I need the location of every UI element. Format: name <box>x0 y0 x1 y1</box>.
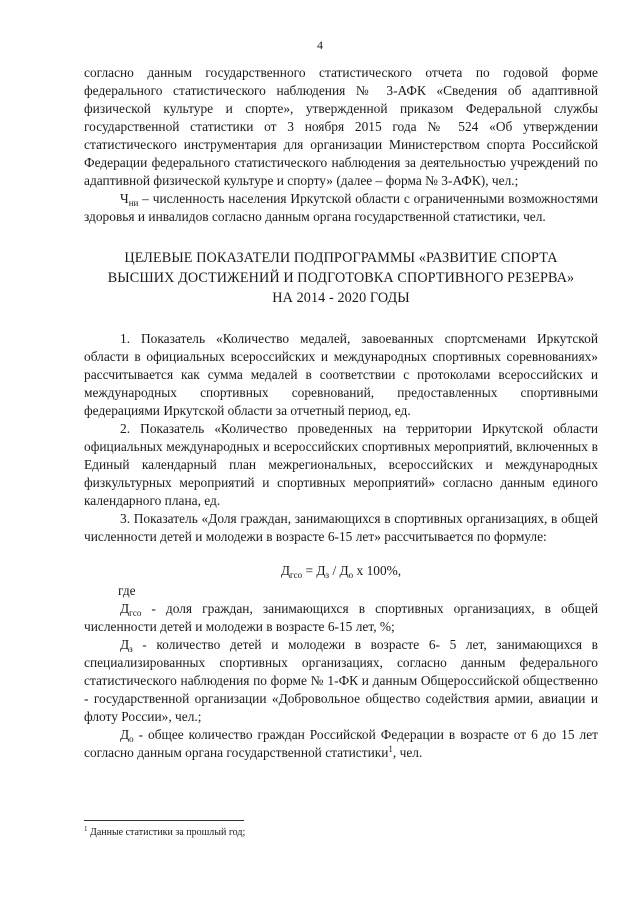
footnote-reference[interactable]: 1 <box>388 744 393 754</box>
heading-line-2: ВЫСШИХ ДОСТИЖЕНИЙ И ПОДГОТОВКА СПОРТИВНОГО РЕЗЕРВА» <box>107 270 575 286</box>
definition-dgso: $Д_{гсо}$ - доля граждан, занимающихся в спортивных организациях, в общей численности детей и молодежи в возрасте 6-15 лет, %; <box>84 601 598 634</box>
footnote-divider <box>84 820 244 821</box>
page-content <box>84 64 598 762</box>
footnote-text: Данные статистики за прошлый год; <box>87 827 246 838</box>
heading-line-3: НА 2014 - 2020 ГОДЫ <box>272 290 410 306</box>
footnote-mark: 1 <box>84 825 88 833</box>
indicator-item-2: 2. Показатель «Количество проведенных на территории Иркутской области официальных международных и всероссийских спортивных мероприятий, включенных в Единый календарный план межрегиональных, всероссийских и международных физкультурных мероприятий и спортивных мероприятий» согласно данным единого календарного плана, ед. <box>84 421 598 508</box>
symbol-ch-subscript: ни <box>128 198 139 208</box>
section-heading <box>84 248 598 308</box>
formula: $Д_{гсо} = Д_з / Д_о$ х 100%, <box>280 563 402 580</box>
definition-do: $Д_о$ - общее количество граждан Российской Федерации в возрасте от 6 до 15 лет согласно данным органа государственной статистики$^1$, чел. <box>84 727 598 760</box>
indicator-item-3: 3. Показатель «Доля граждан, занимающихся в спортивных организациях, в общей численности детей и молодежи в возрасте 6-15 лет» рассчитывается по формуле: <box>84 511 598 544</box>
where-label: где <box>118 583 136 598</box>
intro-paragraph-1: согласно данным государственного статистического отчета по годовой форме федерального статистического наблюдения № 3-АФК «Сведения об адаптивной физической культуре и спорте», утвержденной приказом Федеральной службы государственной статистики от 3 ноября 2015 года № 524 «Об утверждении статистического инструментария для организации Министерством спорта Российской Федерации федерального статистического наблюдения за деятельностью учреждений по адаптивной физической культуре и спорту» (далее – форма № 3-АФК), чел.; <box>84 65 598 188</box>
intro-paragraph-2-text: – численность населения Иркутской области с ограниченными возможностями здоровья и инвалидов согласно данным органа государственной статистики, чел. <box>84 191 598 224</box>
footnote <box>84 826 245 839</box>
indicator-item-1: 1. Показатель «Количество медалей, завоеванных спортсменами Иркутской области в официальных всероссийских и международных спортивных соревнованиях» рассчитывается как сумма медалей в соответствии с протоколами всероссийских и международных спортивных соревнований, предоставленных спортивными федерациями Иркутской области за отчетный период, ед. <box>84 331 598 418</box>
intro-paragraph-2 <box>84 190 598 226</box>
definition-dz: $Д_з$ - количество детей и молодежи в возрасте 6- 5 лет, занимающихся в специализированных спортивных организациях, согласно данным федерального статистического наблюдения по форме № 1-ФК и данным Общероссийской общественно - государственной организации «Добровольное общество содействия армии, авиации и флоту России», чел.; <box>84 637 598 724</box>
heading-line-1: ЦЕЛЕВЫЕ ПОКАЗАТЕЛИ ПОДПРОГРАММЫ «РАЗВИТИЕ СПОРТА <box>124 250 558 266</box>
page-number: 4 <box>317 38 323 52</box>
symbol-ch: Ч <box>120 191 129 206</box>
